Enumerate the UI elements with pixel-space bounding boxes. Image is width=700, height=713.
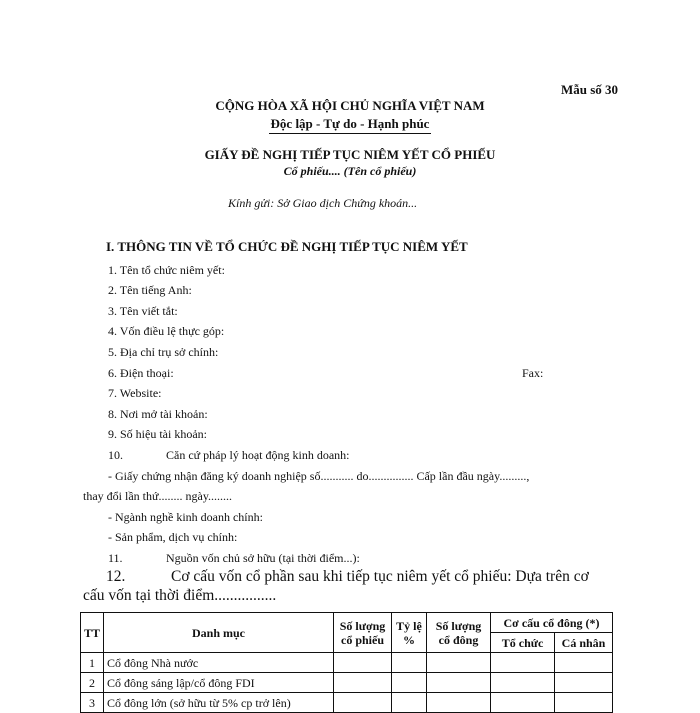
item-charter-capital: 4. Vốn điều lệ thực góp: [108,324,225,338]
cert-line-1: - Giấy chứng nhận đăng ký doanh nghiệp số........... do............... Cấp lần đầu ngày........., [108,469,530,483]
form-number: Mẫu số 30 [560,82,618,97]
header-org: Tổ chức [491,633,555,653]
cell-empty [555,653,613,673]
row-category: Cổ đông sáng lập/cổ đông FDI [104,673,334,693]
business-line: - Ngành nghề kinh doanh chính: [108,510,263,524]
cert-line-2: thay đổi lần thứ........ ngày........ [83,489,233,503]
row-tt: 3 [81,693,104,713]
item10-number: 10. [108,448,123,462]
shareholder-table [80,612,613,713]
products-line: - Sản phẩm, dịch vụ chính: [108,530,238,544]
row-tt: 2 [81,673,104,693]
recipient: Kính gửi: Sở Giao dịch Chứng khoán... [228,196,418,210]
item12-number: 12. [106,568,126,585]
table-row [81,653,613,673]
item-short-name: 3. Tên viết tắt: [108,304,178,318]
motto [0,116,700,134]
cell-empty [392,653,427,673]
item11-number: 11. [108,551,123,565]
item-org-name: 1. Tên tổ chức niêm yết: [108,263,225,277]
motto-text: Độc lập - Tự do - Hạnh phúc [269,116,432,134]
item10-text: Căn cứ pháp lý hoạt động kinh doanh: [166,448,350,462]
cell-empty [392,693,427,713]
item12-line2: cấu vốn tại thời điểm................ [83,587,277,604]
document-subtitle: Cổ phiếu.... (Tên cổ phiếu) [283,164,417,178]
header-shares: Số lượng cổ phiếu [334,613,392,653]
cell-empty [392,673,427,693]
row-tt: 1 [81,653,104,673]
cell-empty [427,653,491,673]
table-row [81,693,613,713]
item11-text: Nguồn vốn chủ sở hữu (tại thời điểm...): [166,551,360,565]
item-fax: Fax: [522,366,544,380]
cell-empty [334,693,392,713]
document-title: GIẤY ĐỀ NGHỊ TIẾP TỤC NIÊM YẾT CỔ PHIẾU [204,147,496,162]
row-category: Cổ đông lớn (sở hữu từ 5% cp trở lên) [104,693,334,713]
cell-empty [427,693,491,713]
section-heading: I. THÔNG TIN VỀ TỔ CHỨC ĐỀ NGHỊ TIẾP TỤC NIÊM YẾT [106,239,468,254]
header-individual: Cá nhân [555,633,613,653]
header-ratio: Tỷ lệ % [392,613,427,653]
table-row [81,673,613,693]
item-head-office: 5. Địa chỉ trụ sở chính: [108,345,219,359]
item-phone: 6. Điện thoại: [108,366,174,380]
cell-empty [334,673,392,693]
table-header-row [81,613,613,633]
cell-empty [491,673,555,693]
item-bank: 8. Nơi mở tài khoản: [108,407,208,421]
header-holders: Số lượng cổ đông [427,613,491,653]
cell-empty [334,653,392,673]
header-category: Danh mục [104,613,334,653]
nation-title: CỘNG HÒA XÃ HỘI CHỦ NGHĨA VIỆT NAM [215,98,485,113]
cell-empty [491,693,555,713]
header-structure: Cơ cấu cổ đông (*) [491,613,613,633]
cell-empty [491,653,555,673]
row-category: Cổ đông Nhà nước [104,653,334,673]
header-tt: TT [81,613,104,653]
item-english-name: 2. Tên tiếng Anh: [108,283,192,297]
cell-empty [555,693,613,713]
item12-text: Cơ cấu vốn cổ phần sau khi tiếp tục niêm yết cổ phiếu: Dựa trên cơ [171,568,589,585]
cell-empty [427,673,491,693]
cell-empty [555,673,613,693]
item-account-number: 9. Số hiệu tài khoản: [108,427,207,441]
item-website: 7. Website: [108,386,162,400]
